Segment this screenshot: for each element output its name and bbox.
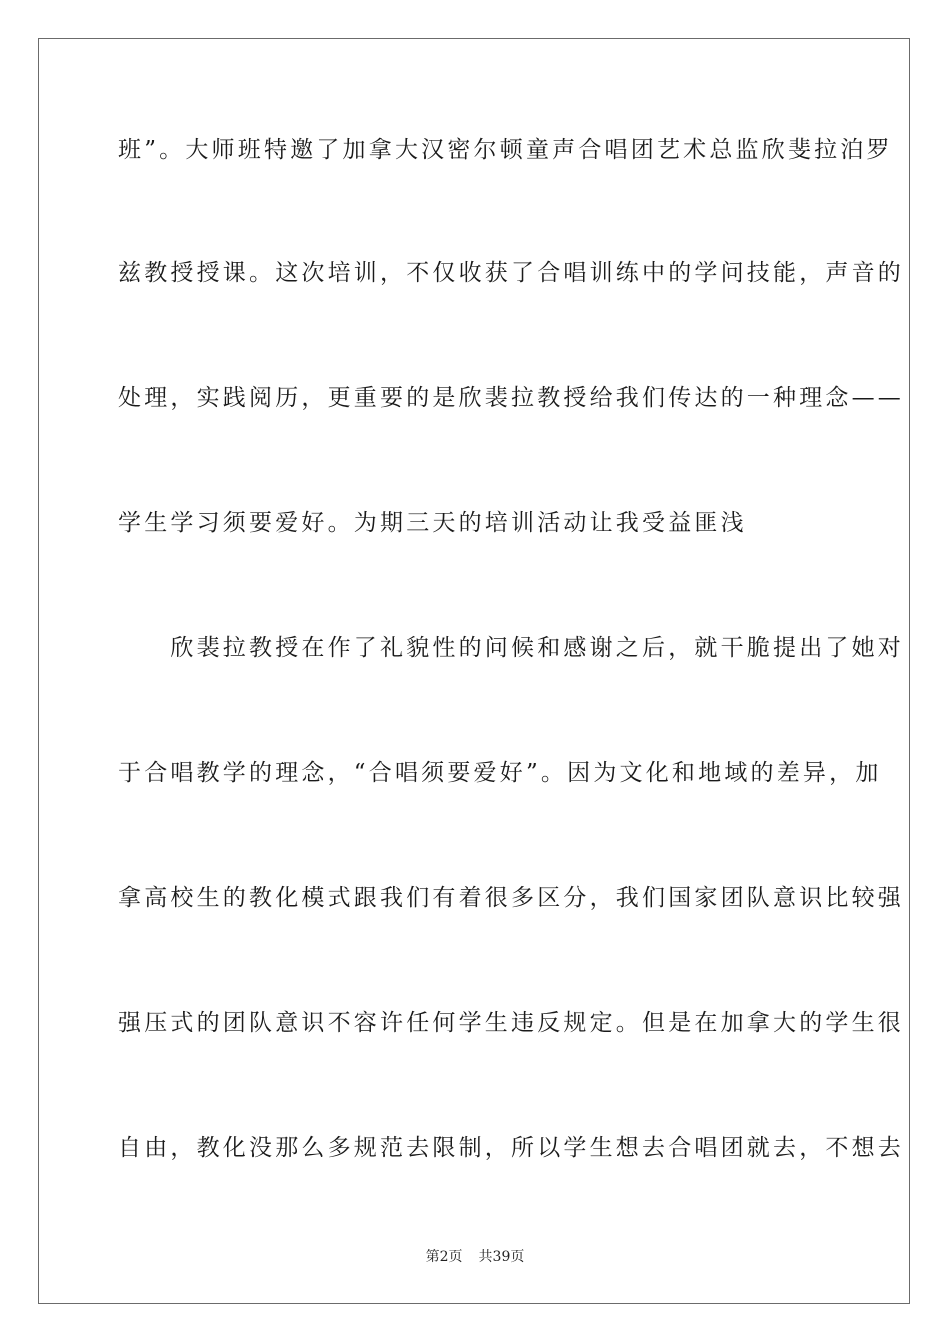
text-line-2: 兹教授授课。这次培训，不仅收获了合唱训练中的学问技能，声音的 <box>118 260 904 286</box>
page-total: 共39页 <box>478 1249 525 1265</box>
text-line-8: 强压式的团队意识不容许任何学生违反规定。但是在加拿大的学生很 <box>118 1010 904 1036</box>
text-line-6: 于合唱教学的理念，“合唱须要爱好”。因为文化和地域的差异，加 <box>118 760 882 786</box>
text-line-3: 处理，实践阅历，更重要的是欣裴拉教授给我们传达的一种理念—— <box>118 385 904 411</box>
page-border <box>38 38 910 1304</box>
text-line-1: 班”。大师班特邀了加拿大汉密尔顿童声合唱团艺术总监欣斐拉泊罗 <box>118 137 893 163</box>
page-number: 第2页 <box>425 1249 463 1265</box>
text-line-7: 拿高校生的教化模式跟我们有着很多区分，我们国家团队意识比较强 <box>118 885 904 911</box>
page-footer <box>0 1248 950 1266</box>
text-line-9: 自由，教化没那么多规范去限制，所以学生想去合唱团就去，不想去 <box>118 1135 904 1161</box>
text-line-5: 欣裴拉教授在作了礼貌性的问候和感谢之后，就干脆提出了她对 <box>118 635 904 661</box>
text-line-4: 学生学习须要爱好。为期三天的培训活动让我受益匪浅 <box>118 510 747 536</box>
